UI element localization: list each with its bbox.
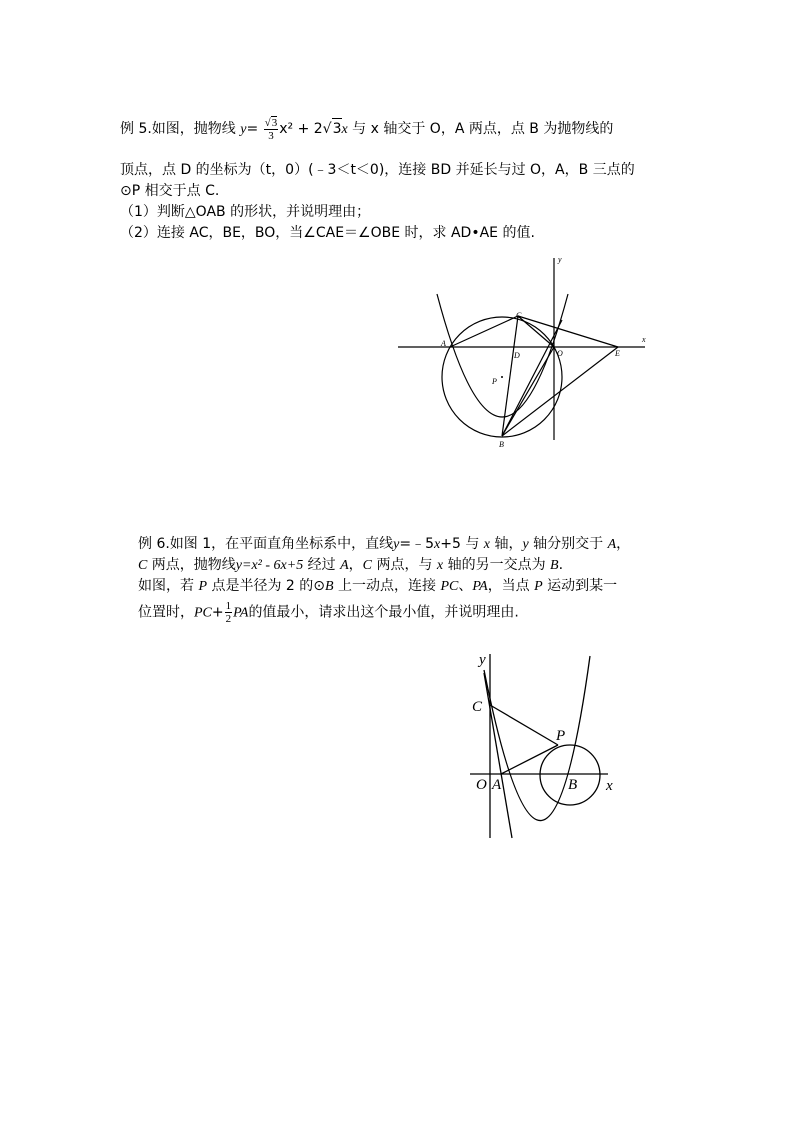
triangle-acd — [450, 316, 554, 347]
ex6-text: 上一动点，连接 — [338, 578, 437, 594]
ex6-text: 轴分别交于 — [533, 536, 604, 552]
ex5-line-1 — [120, 116, 613, 142]
ex6-text: 轴的另一交点为 — [447, 557, 546, 573]
label-e: E — [615, 349, 620, 358]
ex6-figure — [468, 648, 628, 844]
segment-b-up — [502, 320, 562, 436]
math-pa: PA — [472, 579, 488, 594]
math-y: y — [522, 537, 529, 552]
ex5-line-5: （2）连接 AC，BE，BO，当∠CAE＝∠OBE 时，求 AD•AE 的值. — [120, 225, 535, 241]
label-c: C — [516, 311, 522, 320]
ex5-figure — [390, 250, 660, 460]
frac-num: 1 — [225, 600, 232, 612]
segment-ap — [501, 745, 558, 774]
math-y: y — [240, 122, 247, 137]
ex6-text: . — [558, 557, 564, 573]
ex6-line-3 — [138, 576, 617, 597]
ex5-line-2: 顶点，点 D 的坐标为（t，0）(﹣3＜t＜0)，连接 BD 并延长与过 O，A，B 三点的 — [120, 162, 635, 178]
math-eq: = — [246, 121, 259, 137]
segment-bo — [502, 347, 554, 436]
fraction-one-half — [225, 600, 233, 625]
math-p: P — [198, 579, 208, 594]
math-pa: PA — [233, 605, 249, 621]
label-y: y — [479, 652, 486, 668]
ex5-text: 例 5.如图，抛物线 — [120, 121, 236, 137]
math-a: A — [607, 537, 617, 552]
math-x2: x² + 2 — [279, 121, 323, 137]
label-o: O — [557, 349, 563, 358]
ex6-line-4 — [138, 600, 519, 625]
label-y: y — [558, 255, 562, 264]
ex6-text: ， — [616, 536, 631, 552]
ex6-text: 、 — [458, 578, 473, 594]
ex6-text: 点是半径为 2 的⊙ — [211, 578, 326, 594]
ex6-text: 运动到某一 — [547, 578, 618, 594]
math-c: C — [362, 558, 373, 573]
ex6-text: 例 6.如图 1，在平面直角坐标系中，直线 — [138, 536, 394, 552]
ex6-text: 两点，与 — [376, 557, 433, 573]
sqrt-sign: √ — [322, 121, 332, 137]
fraction-sqrt3-over-3: $\frac{√3}{3}$ — [264, 117, 278, 142]
math-x: x — [341, 122, 348, 137]
sqrt-arg: 3 — [332, 118, 342, 139]
circle-b — [540, 745, 600, 805]
ex6-text: =﹣5 — [399, 536, 435, 552]
label-b: B — [568, 777, 578, 793]
center-dot — [501, 376, 503, 378]
ex6-text: ，当点 — [487, 578, 530, 594]
segment-ce — [518, 316, 618, 347]
label-x: x — [606, 778, 613, 794]
ex6-text: ， — [348, 557, 363, 573]
label-a: A — [441, 339, 446, 348]
math-x: x — [483, 537, 491, 552]
sqrt-arg: 3 — [271, 117, 278, 129]
math-b: B — [325, 579, 334, 594]
label-a: A — [492, 777, 502, 793]
label-d: D — [514, 351, 520, 360]
label-b: B — [499, 440, 504, 449]
math-pc: PC — [194, 605, 212, 621]
ex5-line-4: （1）判断△OAB 的形状，并说明理由； — [120, 204, 371, 220]
frac-den: 3 — [268, 130, 274, 142]
ex6-text: 轴， — [494, 536, 523, 552]
ex6-text: +5 与 — [440, 536, 480, 552]
ex6-text: 经过 — [307, 557, 336, 573]
label-c: C — [472, 699, 483, 715]
math-x: x — [436, 558, 444, 573]
math-p: P — [534, 579, 543, 594]
math-parabola: y=x² - 6x+5 — [235, 558, 304, 573]
label-p: P — [556, 728, 566, 744]
math-plus: + — [211, 604, 224, 621]
math-y: y — [393, 537, 400, 552]
segment-bc — [502, 316, 518, 436]
parabola — [484, 656, 590, 821]
math-a: A — [340, 558, 349, 573]
ex5-text: 与 x 轴交于 O，A 两点，点 B 为抛物线的 — [352, 121, 614, 137]
label-x: x — [642, 335, 646, 344]
ex5-line-3: ⊙P 相交于点 C. — [120, 183, 220, 199]
math-b: B — [550, 558, 559, 573]
ex6-text: 的值最小，请求出这个最小值，并说明理由. — [248, 604, 519, 621]
label-o: O — [476, 777, 487, 793]
ex6-line-1 — [138, 534, 630, 555]
ex6-text: 如图，若 — [138, 578, 194, 594]
frac-den: 2 — [225, 613, 232, 625]
ex6-text: 两点，抛物线 — [151, 557, 236, 573]
line-ac — [484, 673, 512, 838]
math-pc: PC — [440, 579, 459, 594]
math-c: C — [138, 558, 148, 573]
math-x: x — [434, 537, 441, 552]
ex6-text: 位置时， — [138, 604, 194, 621]
ex6-line-2 — [138, 555, 563, 576]
label-p: P — [492, 377, 497, 386]
